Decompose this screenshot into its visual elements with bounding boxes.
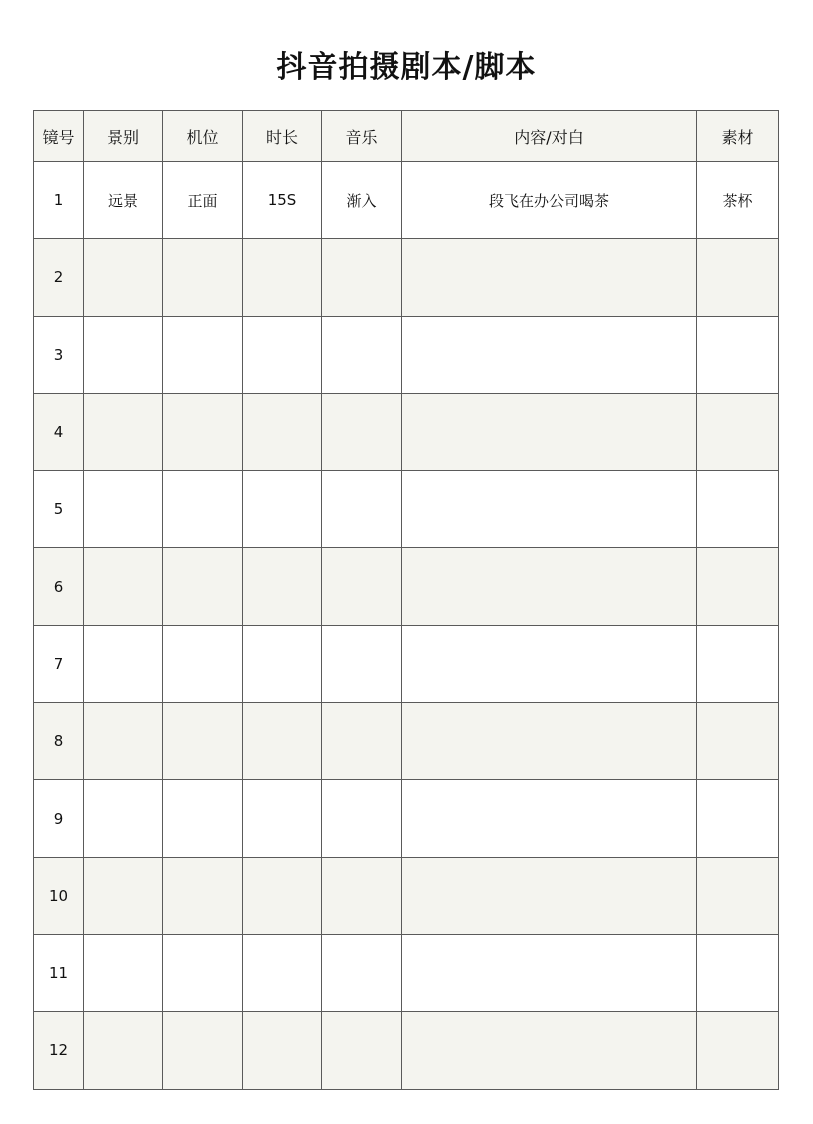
table-row [34,393,779,470]
cell-duration [243,857,322,934]
cell-shot-number: 4 [34,393,84,470]
cell-music [322,548,402,625]
table-row [34,703,779,780]
cell-content-dialogue [402,1012,697,1089]
header-shot-size: 景别 [84,111,163,162]
table-body [34,162,779,1090]
cell-duration [243,934,322,1011]
header-shot-number: 镜号 [34,111,84,162]
cell-content-dialogue [402,548,697,625]
cell-content-dialogue: 段飞在办公司喝茶 [402,162,697,239]
cell-shot-size [84,857,163,934]
cell-music [322,703,402,780]
cell-music [322,393,402,470]
cell-props [697,780,779,857]
cell-music [322,239,402,316]
cell-shot-number: 5 [34,471,84,548]
cell-camera-position [163,780,243,857]
table-row [34,548,779,625]
cell-shot-size [84,393,163,470]
cell-shot-size [84,1012,163,1089]
header-camera-position: 机位 [163,111,243,162]
cell-props [697,239,779,316]
cell-camera-position: 正面 [163,162,243,239]
cell-props [697,857,779,934]
table-row [34,780,779,857]
cell-music [322,934,402,1011]
cell-music [322,780,402,857]
cell-camera-position [163,703,243,780]
cell-content-dialogue [402,780,697,857]
cell-duration [243,471,322,548]
cell-props [697,625,779,702]
header-music: 音乐 [322,111,402,162]
cell-shot-size [84,780,163,857]
cell-shot-size [84,703,163,780]
cell-props [697,1012,779,1089]
cell-shot-number: 7 [34,625,84,702]
header-row [34,111,779,162]
table-row [34,857,779,934]
page-title: 抖音拍摄剧本/脚本 [276,50,537,85]
cell-music: 渐入 [322,162,402,239]
cell-shot-size [84,625,163,702]
cell-duration [243,393,322,470]
cell-camera-position [163,316,243,393]
cell-props [697,703,779,780]
cell-content-dialogue [402,625,697,702]
table-row [34,1012,779,1089]
cell-camera-position [163,393,243,470]
cell-camera-position [163,934,243,1011]
cell-shot-size: 远景 [84,162,163,239]
cell-content-dialogue [402,857,697,934]
cell-shot-number: 11 [34,934,84,1011]
cell-shot-number: 10 [34,857,84,934]
cell-shot-number: 9 [34,780,84,857]
table-row [34,316,779,393]
table-row [34,471,779,548]
cell-shot-number: 6 [34,548,84,625]
cell-shot-number: 1 [34,162,84,239]
cell-camera-position [163,1012,243,1089]
table-row [34,162,779,239]
cell-music [322,625,402,702]
cell-camera-position [163,471,243,548]
table-row [34,934,779,1011]
cell-props [697,316,779,393]
table-header [34,111,779,162]
cell-shot-number: 12 [34,1012,84,1089]
cell-duration [243,316,322,393]
cell-shot-size [84,471,163,548]
cell-duration [243,780,322,857]
cell-duration [243,1012,322,1089]
cell-duration [243,625,322,702]
cell-shot-number: 3 [34,316,84,393]
header-duration: 时长 [243,111,322,162]
cell-music [322,471,402,548]
cell-shot-size [84,548,163,625]
script-table [33,110,779,1090]
table-row [34,239,779,316]
cell-content-dialogue [402,934,697,1011]
cell-music [322,1012,402,1089]
cell-content-dialogue [402,703,697,780]
cell-music [322,316,402,393]
cell-shot-size [84,316,163,393]
cell-props: 茶杯 [697,162,779,239]
cell-camera-position [163,239,243,316]
cell-duration [243,703,322,780]
cell-shot-size [84,934,163,1011]
cell-shot-number: 2 [34,239,84,316]
cell-props [697,393,779,470]
cell-camera-position [163,548,243,625]
cell-music [322,857,402,934]
cell-camera-position [163,625,243,702]
header-props: 素材 [697,111,779,162]
cell-shot-size [84,239,163,316]
cell-duration [243,548,322,625]
cell-duration: 15S [243,162,322,239]
table-row [34,625,779,702]
cell-content-dialogue [402,316,697,393]
cell-camera-position [163,857,243,934]
cell-shot-number: 8 [34,703,84,780]
cell-duration [243,239,322,316]
cell-props [697,934,779,1011]
cell-props [697,471,779,548]
cell-props [697,548,779,625]
cell-content-dialogue [402,471,697,548]
cell-content-dialogue [402,393,697,470]
header-content-dialogue: 内容/对白 [402,111,697,162]
cell-content-dialogue [402,239,697,316]
